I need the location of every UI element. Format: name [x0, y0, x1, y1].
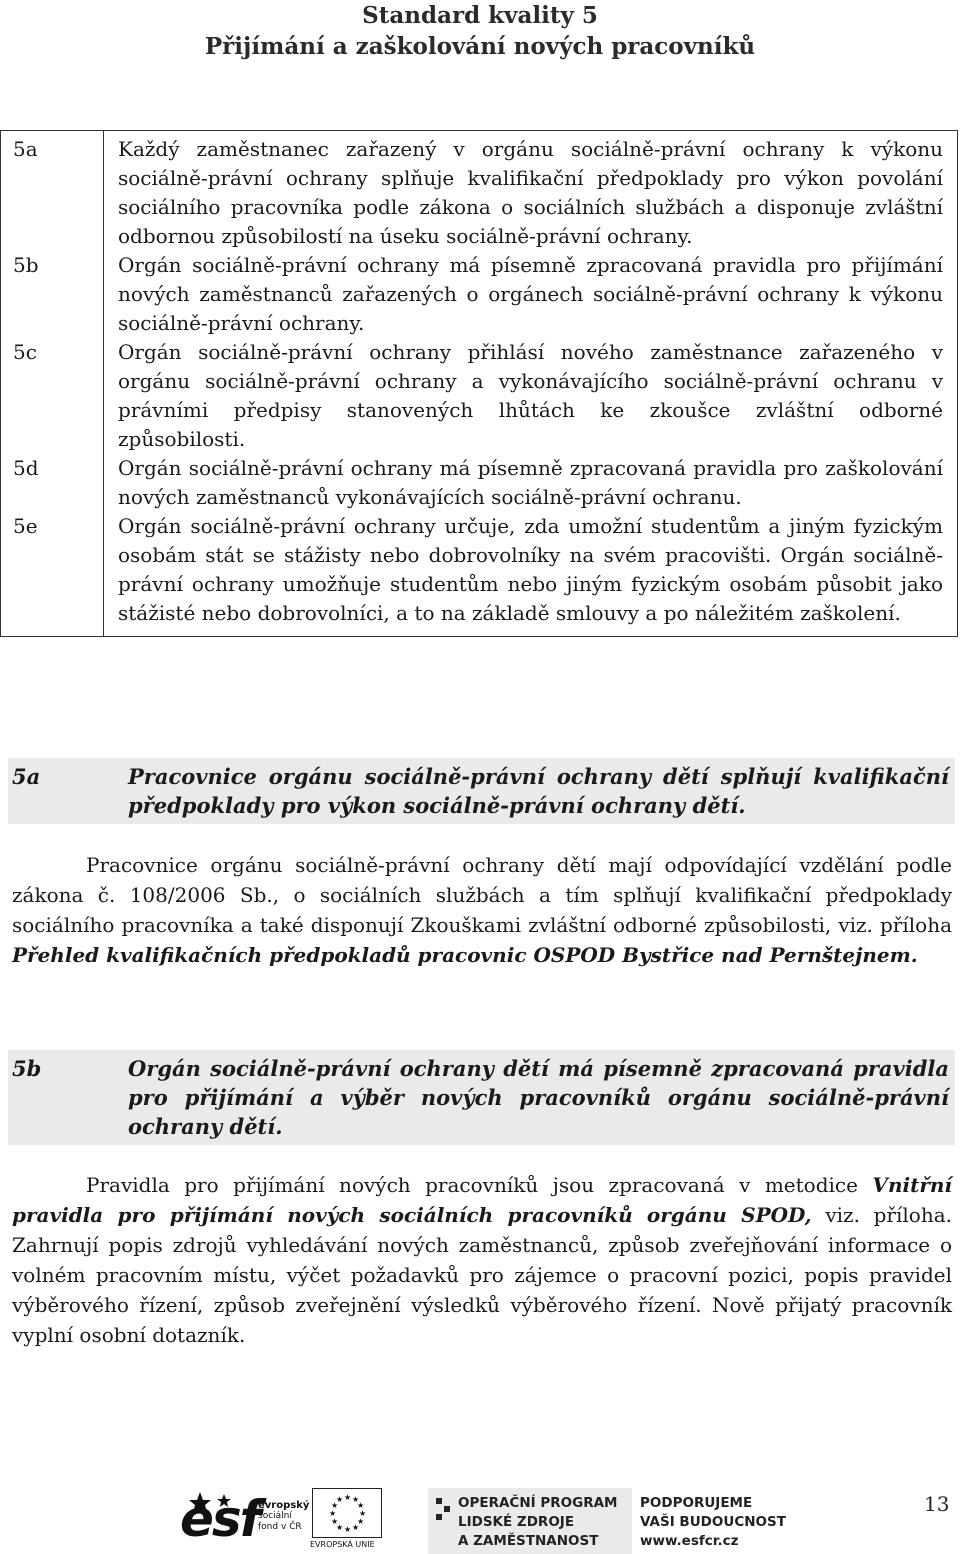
svg-text:★: ★	[331, 1517, 339, 1526]
section-5b-heading	[8, 1050, 955, 1145]
criterion-text: Orgán sociálně-právní ochrany má písemně zpracovaná pravidla pro přijímání nových zaměstnanců zařazených o orgánech sociálně-právní ochrany k výkonu sociálně-právní ochrany.	[118, 253, 943, 335]
op-mark-icon	[436, 1498, 452, 1544]
section-5b-text-continued: viz. příloha. Zahrnují popis zdrojů vyhledávání nových zaměstnanců, způsob zveřejňování informace o volném pracovním místu, výčet požadavků pro zájemce o pracovní pozici, popis pravidel výběrového řízení, způsob zveřejnění výsledků výběrového řízení. Nově přijatý pracovník vyplní osobní dotazník.	[12, 1203, 952, 1347]
footer-logos	[180, 1488, 800, 1554]
svg-text:★: ★	[357, 1501, 365, 1510]
section-5b-body	[12, 1170, 952, 1350]
esf-line: fond v ČR	[258, 1522, 302, 1532]
criterion-text: Orgán sociálně-právní ochrany přihlásí nového zaměstnance zařazeného v orgánu sociálně-právní ochrany a vykonávajícího sociálně-právní ochranu v právními předpisy stanovených lhůtách ke zkoušce zvláštní odborné způsobilosti.	[118, 340, 943, 451]
esf-line: sociální	[258, 1511, 292, 1521]
section-5b-text: Pravidla pro přijímání nových pracovníků jsou zpracovaná v metodice	[86, 1173, 873, 1197]
section-5a-text: Pracovnice orgánu sociálně-právní ochrany dětí mají odpovídající vzdělání podle zákona č. 108/2006 Sb., o sociálních službách a tím splňují kvalifikační předpoklady sociálního pracovníka a také disponují Zkouškami zvláštní odborné způsobilosti, viz. příloha	[12, 853, 952, 937]
page-header	[0, 0, 960, 62]
eu-caption: EVROPSKÁ UNIE	[310, 1540, 375, 1549]
page-number: 13	[924, 1492, 950, 1516]
svg-text:★: ★	[344, 1525, 352, 1534]
eu-flag-icon	[312, 1488, 382, 1538]
section-title: Pracovnice orgánu sociálně-právní ochrany dětí splňují kvalifikační předpoklady pro výkon sociálně-právní ochrany dětí.	[128, 764, 949, 818]
section-code: 5b	[12, 1056, 42, 1081]
op-line: OPERAČNÍ PROGRAM	[458, 1495, 618, 1511]
criteria-codes-column	[1, 131, 104, 637]
svg-text:★: ★	[352, 1495, 360, 1504]
slogan-line: VAŠI BUDOUCNOST	[640, 1514, 786, 1530]
esf-logo	[180, 1488, 308, 1554]
standard-criteria-table	[0, 130, 958, 637]
esf-line: evropský	[258, 1500, 310, 1511]
criterion-text: Každý zaměstnanec zařazený v orgánu sociálně-právní ochrany k výkonu sociálně-právní ochrany splňuje kvalifikační předpoklady pro výkon povolání sociálního pracovníka podle zákona o sociálních službách a disponuje zvláštní odbornou způsobilostí na úseku sociálně-právní ochrany.	[118, 137, 943, 248]
website-link[interactable]: www.esfcr.cz	[640, 1533, 739, 1549]
criterion-code: 5d	[13, 456, 39, 480]
criterion-code: 5a	[13, 137, 38, 161]
section-title: Orgán sociálně-právní ochrany dětí má písemně zpracovaná pravidla pro přijímání a výběr nových pracovníků orgánu sociálně-právní ochrany dětí.	[128, 1056, 949, 1139]
op-program-text	[458, 1494, 618, 1551]
section-5a-heading	[8, 758, 955, 824]
op-line: LIDSKÉ ZDROJE	[458, 1514, 575, 1530]
standard-title: Standard kvality 5	[362, 2, 598, 29]
criteria-texts-column	[104, 131, 958, 637]
section-code: 5a	[12, 764, 41, 789]
svg-text:★: ★	[336, 1523, 344, 1532]
section-5a-body	[12, 850, 952, 970]
svg-text:★: ★	[359, 1509, 367, 1518]
svg-text:★: ★	[336, 1495, 344, 1504]
criterion-code: 5e	[13, 514, 38, 538]
standard-subtitle: Přijímání a zaškolování nových pracovníků	[204, 33, 756, 60]
op-line: A ZAMĚSTNANOST	[458, 1533, 599, 1549]
esf-caption	[258, 1500, 309, 1533]
svg-text:★: ★	[344, 1493, 352, 1502]
criterion-code: 5b	[13, 253, 39, 277]
section-5b-methodology-title: Vnitřní pravidla pro přijímání nových sociálních pracovníků orgánu SPOD,	[12, 1173, 952, 1227]
svg-text:★: ★	[357, 1517, 365, 1526]
criterion-text: Orgán sociálně-právní ochrany určuje, zda umožní studentům a jiným fyzickým osobám stát se stážisty nebo dobrovolníky na svém pracovišti. Orgán sociálně-právní ochrany umožňuje studentům nebo jiným fyzickým osobám působit jako stážisté nebo dobrovolníci, a to na základě smlouvy a po náležitém zaškolení.	[118, 514, 943, 625]
criterion-code: 5c	[13, 340, 37, 364]
svg-text:★: ★	[331, 1501, 339, 1510]
support-slogan	[640, 1494, 786, 1551]
svg-text:★: ★	[352, 1523, 360, 1532]
criterion-text: Orgán sociálně-právní ochrany má písemně zpracovaná pravidla pro zaškolování nových zaměstnanců vykonávajících sociálně-právní ochranu.	[118, 456, 943, 509]
slogan-line: PODPORUJEME	[640, 1495, 753, 1511]
svg-text:★: ★	[329, 1509, 337, 1518]
esf-letters: esf	[180, 1490, 260, 1548]
section-5a-attachment-title: Přehled kvalifikačních předpokladů pracovnic OSPOD Bystřice nad Pernštejnem.	[12, 943, 918, 967]
